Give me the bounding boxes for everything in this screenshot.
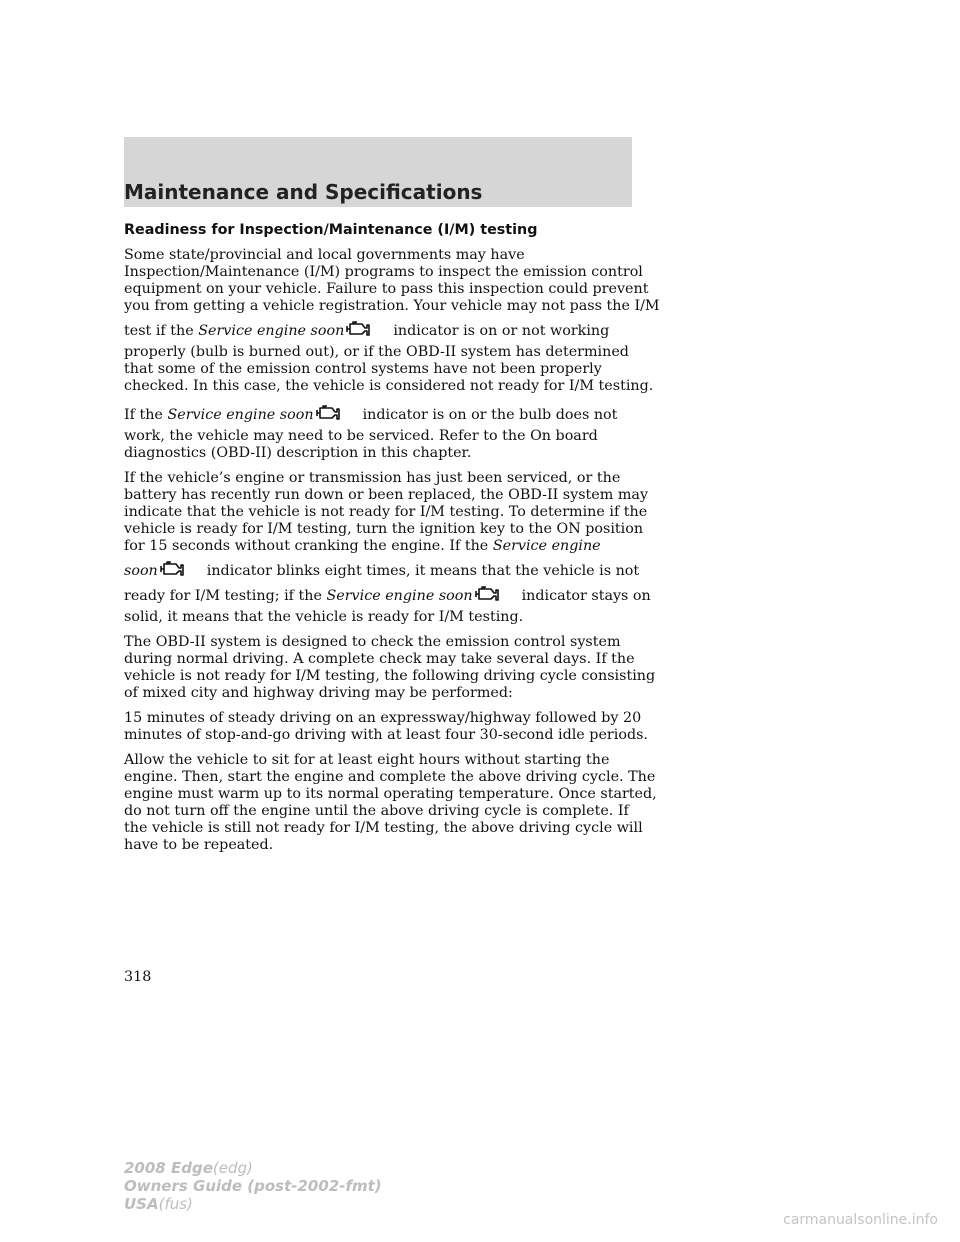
paragraph (124, 247, 660, 395)
text-line: soon indicator blinks eight times, it means that the vehicle is not (124, 559, 644, 580)
paragraph (124, 710, 648, 744)
text-line: 15 minutes of steady driving on an expressway/highway followed by 20 (124, 710, 642, 726)
text-line: equipment on your vehicle. Failure to pass this inspection could prevent (124, 281, 649, 297)
text-line: the vehicle is still not ready for I/M testing, the above driving cycle will (124, 820, 643, 836)
text-line: Some state/provincial and local governments may have (124, 247, 525, 263)
footer-line: USA(fus) (124, 1195, 193, 1213)
indicator-name: Service engine soon (326, 588, 473, 604)
article-heading: Readiness for Inspection/Maintenance (I/M) testing (124, 222, 538, 238)
text-line: Inspection/Maintenance (I/M) programs to inspect the emission control (124, 264, 643, 280)
text-line: have to be repeated. (124, 837, 274, 853)
text-line: vehicle is ready for I/M testing, turn the ignition key to the ON position (124, 521, 644, 537)
paragraph (124, 634, 656, 702)
article (124, 222, 660, 862)
document-footer (124, 1159, 382, 1213)
paragraph (124, 752, 657, 854)
paragraph (124, 470, 651, 626)
check-engine-icon (315, 403, 341, 421)
section-title: Maintenance and Specifications (124, 180, 483, 204)
text-line: minutes of stop-and-go driving with at least four 30-second idle periods. (124, 727, 648, 743)
text-line: work, the vehicle may need to be serviced. Refer to the On board (124, 428, 598, 444)
text-line: battery has recently run down or been replaced, the OBD-II system may (124, 487, 649, 503)
text-line: test if the Service engine soon indicator is on or not working (124, 319, 644, 340)
text-line: engine. Then, start the engine and complete the above driving cycle. The (124, 769, 656, 785)
text-line: of mixed city and highway driving may be performed: (124, 685, 513, 701)
text-line: for 15 seconds without cranking the engine. If the Service engine (124, 538, 601, 554)
indicator-name: Service engine soon (167, 407, 314, 423)
footer-line: 2008 Edge(edg) (124, 1159, 253, 1177)
footer-line: Owners Guide (post-2002-fmt) (124, 1177, 382, 1195)
check-engine-icon (474, 584, 500, 602)
text-line: that some of the emission control systems have not been properly (124, 361, 602, 377)
paragraph (124, 403, 644, 462)
watermark: carmanualsonline.info (783, 1212, 938, 1228)
page-number: 318 (124, 969, 152, 985)
text-line: If the vehicle’s engine or transmission has just been serviced, or the (124, 470, 621, 486)
text-line: ready for I/M testing; if the Service engine soon indicator stays on (124, 584, 644, 605)
text-line: vehicle is not ready for I/M testing, the following driving cycle consisting (124, 668, 656, 684)
indicator-name: soon (124, 563, 158, 579)
text-line: properly (bulb is burned out), or if the OBD-II system has determined (124, 344, 629, 360)
text-line: If the Service engine soon indicator is on or the bulb does not (124, 403, 644, 424)
text-line: you from getting a vehicle registration. Your vehicle may not pass the I/M (124, 298, 660, 314)
text-line: checked. In this case, the vehicle is considered not ready for I/M testing. (124, 378, 654, 394)
text-line: Allow the vehicle to sit for at least eight hours without starting the (124, 752, 610, 768)
text-line: diagnostics (OBD-II) description in this chapter. (124, 445, 472, 461)
text-line: during normal driving. A complete check may take several days. If the (124, 651, 635, 667)
text-line: solid, it means that the vehicle is ready for I/M testing. (124, 609, 524, 625)
indicator-name: Service engine soon (198, 323, 345, 339)
check-engine-icon (159, 559, 185, 577)
text-line: indicate that the vehicle is not ready for I/M testing. To determine if the (124, 504, 648, 520)
check-engine-icon (345, 319, 371, 337)
text-line: do not turn off the engine until the above driving cycle is complete. If (124, 803, 629, 819)
indicator-name: Service engine (492, 538, 601, 554)
text-line: engine must warm up to its normal operating temperature. Once started, (124, 786, 657, 802)
text-line: The OBD-II system is designed to check the emission control system (124, 634, 621, 650)
